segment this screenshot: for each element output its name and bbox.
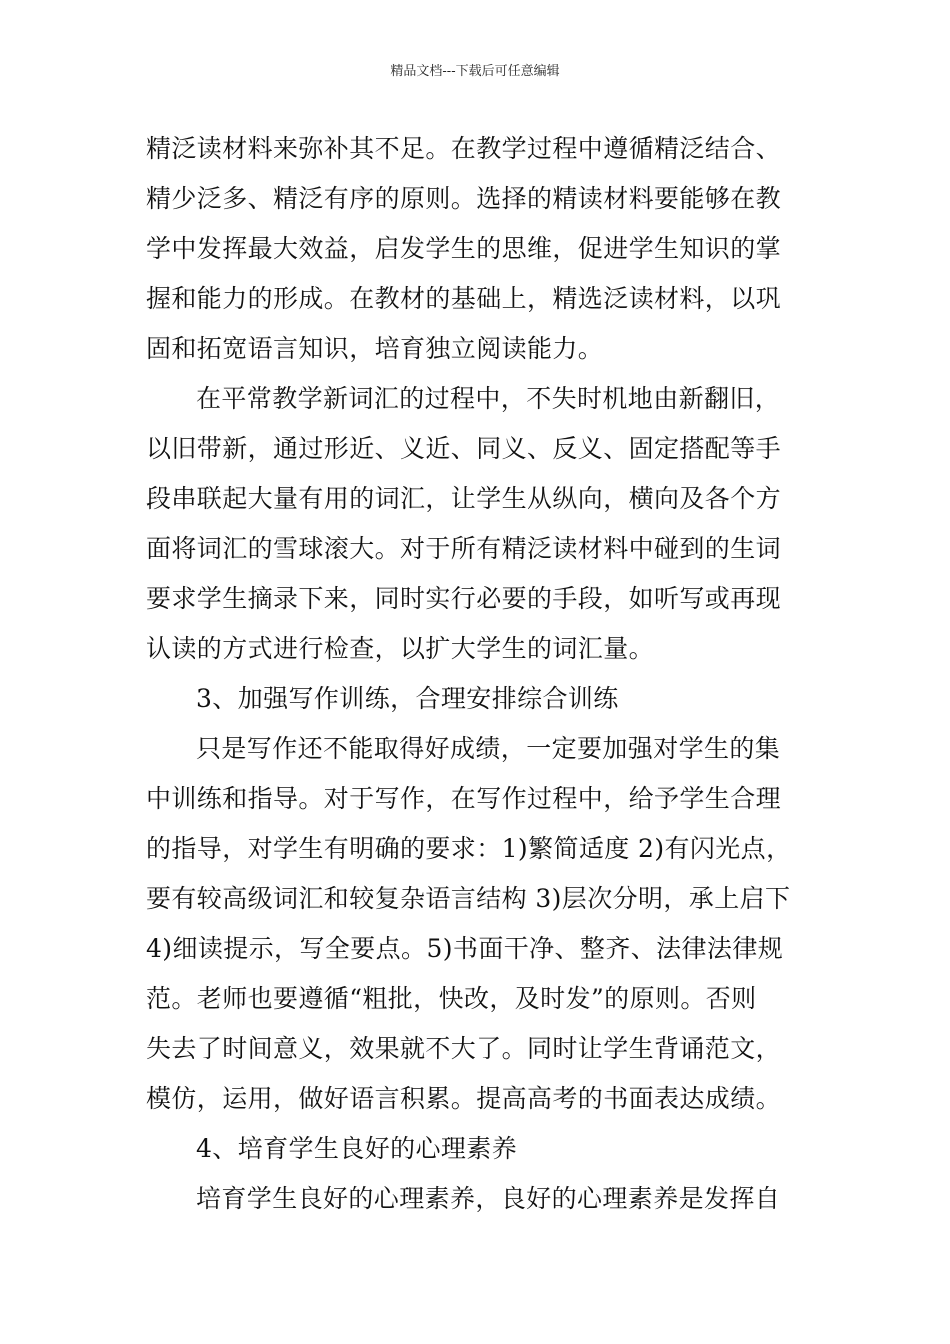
text-line: 培育学生良好的心理素养，良好的心理素养是发挥自	[196, 1184, 781, 1213]
text-line: 要求学生摘录下来，同时实行必要的手段，如听写或再现	[146, 584, 782, 613]
text-line: 只是写作还不能取得好成绩，一定要加强对学生的集	[196, 734, 781, 763]
text-line: 段串联起大量有用的词汇，让学生从纵向，横向及各个方	[146, 484, 782, 513]
section-heading: 3、加强写作训练，合理安排综合训练	[196, 684, 619, 713]
page-header: 精品文档---下载后可任意编辑	[390, 64, 560, 79]
text-line: 固和拓宽语言知识，培育独立阅读能力。	[146, 334, 604, 363]
document-body	[146, 124, 810, 1224]
text-line: 中训练和指导。对于写作，在写作过程中，给予学生合理	[146, 784, 782, 813]
text-line: 精泛读材料来弥补其不足。在教学过程中遵循精泛结合、	[146, 134, 782, 163]
text-line: 失去了时间意义，效果就不大了。同时让学生背诵范文，	[146, 1034, 782, 1063]
text-line: 在平常教学新词汇的过程中，不失时机地由新翻旧，	[196, 384, 781, 413]
text-line: 以旧带新，通过形近、义近、同义、反义、固定搭配等手	[146, 434, 782, 463]
text-line: 面将词汇的雪球滚大。对于所有精泛读材料中碰到的生词	[146, 534, 782, 563]
text-line: 学中发挥最大效益，启发学生的思维，促进学生知识的掌	[146, 234, 782, 263]
section-heading: 4、培育学生良好的心理素养	[196, 1134, 518, 1163]
text-line: 精少泛多、精泛有序的原则。选择的精读材料要能够在教	[146, 184, 782, 213]
text-line: 模仿，运用，做好语言积累。提高高考的书面表达成绩。	[146, 1084, 782, 1113]
text-line: 范。老师也要遵循“粗批，快改，及时发”的原则。否则	[146, 984, 757, 1013]
text-line: 握和能力的形成。在教材的基础上，精选泛读材料，以巩	[146, 284, 782, 313]
text-line: 的指导，对学生有明确的要求：1)繁简适度 2)有闪光点，	[146, 834, 792, 863]
text-line: 认读的方式进行检查，以扩大学生的词汇量。	[146, 634, 655, 663]
text-line: 4)细读提示，写全要点。5)书面干净、整齐、法律法律规	[146, 934, 784, 963]
text-line: 要有较高级词汇和较复杂语言结构 3)层次分明，承上启下	[146, 884, 791, 913]
